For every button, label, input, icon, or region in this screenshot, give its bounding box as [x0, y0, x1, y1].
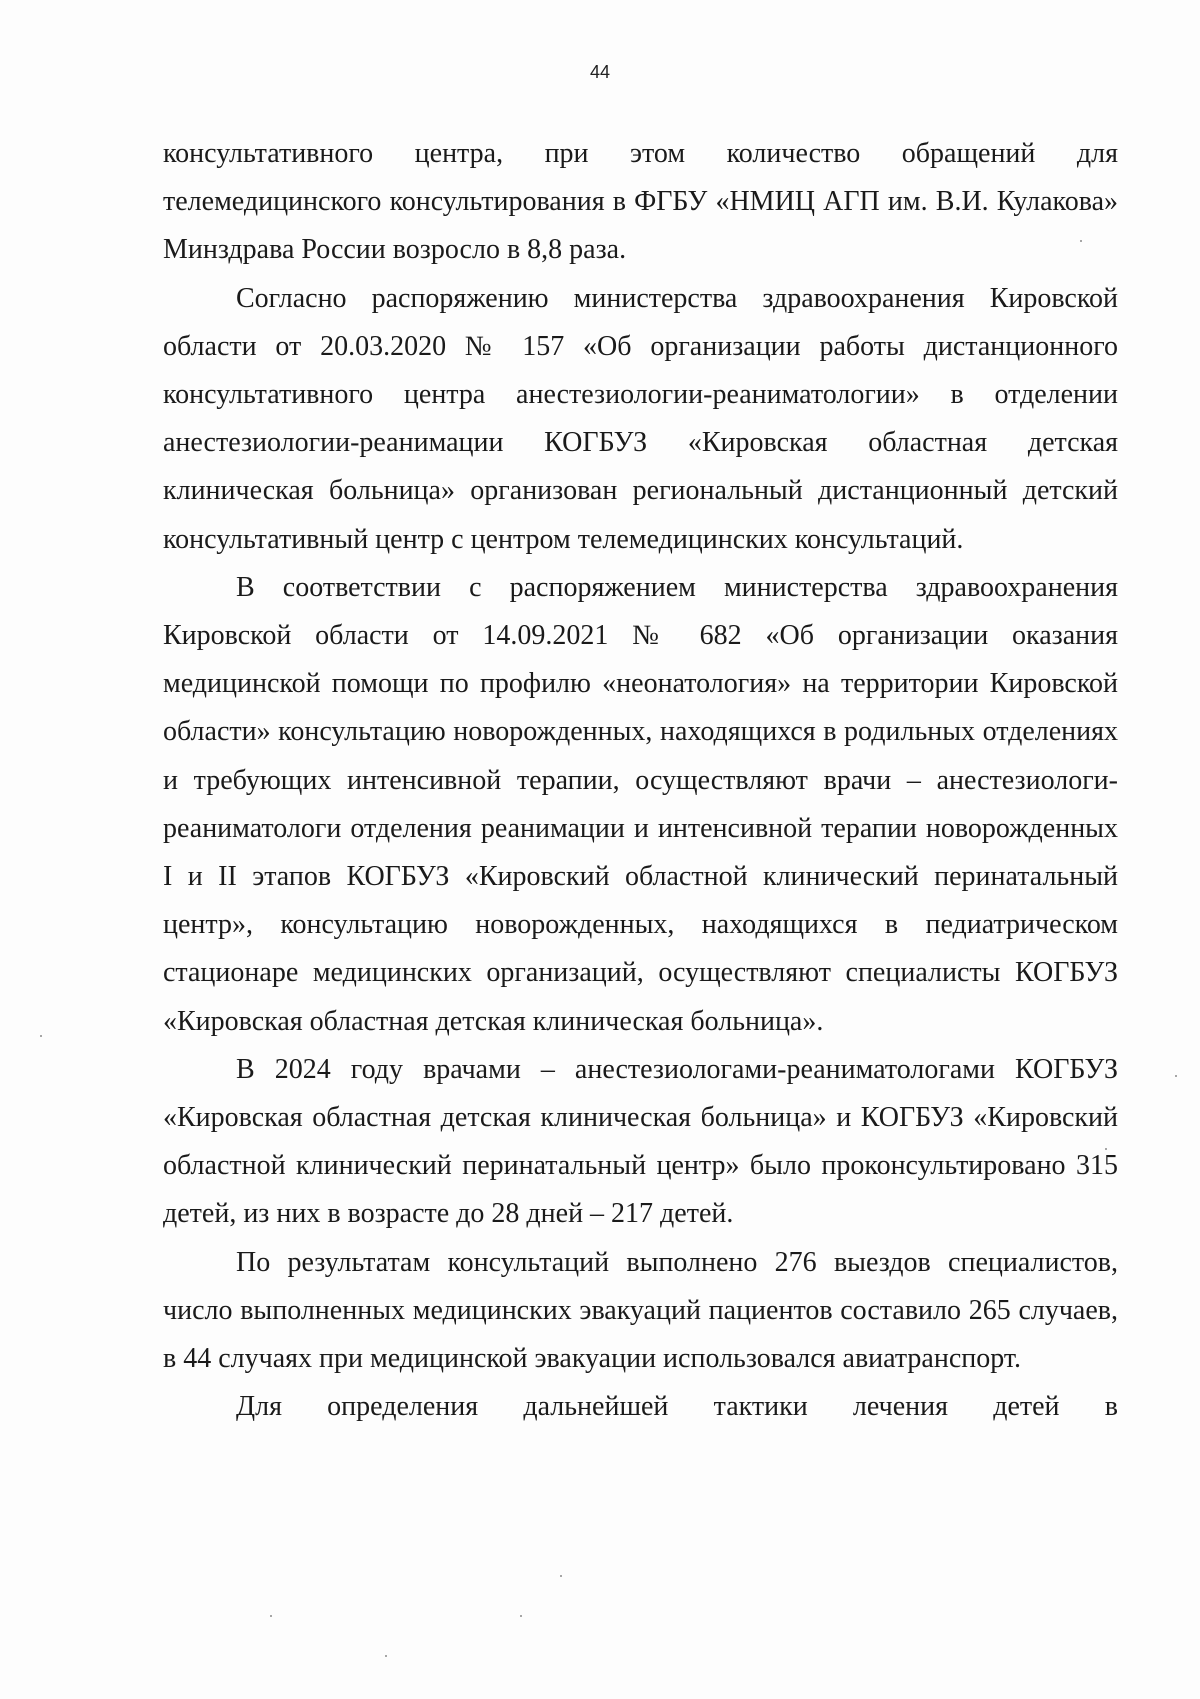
page-number: 44 — [589, 62, 611, 82]
scan-speck — [385, 1655, 387, 1657]
scan-speck — [270, 1615, 272, 1617]
paragraph-tactics: Для определения дальнейшей тактики лечения детей в — [236, 1391, 1118, 1423]
scan-speck — [1105, 1148, 1107, 1150]
paragraph-continuation: консультативного центра, при этом количество обращений для телемедицинского консультирования в ФГБУ «НМИЦ АГП им. В.И. Кулакова» Минздрава России возросло в 8,8 раза. — [163, 138, 1118, 266]
scan-speck — [40, 1035, 42, 1037]
paragraph-order-157: Согласно распоряжению министерства здравоохранения Кировской области от 20.03.2020 № 157 «Об организации работы дистанционного консультативного центра анестезиологии-реаниматологии» в отделении анестезиологии-реанимации КОГБУЗ «Кировская областная детская клиническая больница» организован региональный дистанционный детский консультативный центр с центром телемедицинских консультаций. — [163, 282, 1118, 555]
document-body — [163, 130, 1118, 1431]
paragraph-2024-consultations: В 2024 году врачами – анестезиологами-реаниматологами КОГБУЗ «Кировская областная детская клиническая больница» и КОГБУЗ «Кировский областной клинический перинатальный центр» было проконсультировано 315 детей, из них в возрасте до 28 дней – 217 детей. — [163, 1053, 1118, 1230]
scan-speck — [1080, 240, 1082, 242]
scan-speck — [560, 1575, 562, 1577]
paragraph-results: По результатам консультаций выполнено 276 выездов специалистов, число выполненных медицинских эвакуаций пациентов составило 265 случаев, в 44 случаях при медицинской эвакуации использовался авиатранспорт. — [163, 1246, 1118, 1375]
paragraph-order-682: В соответствии с распоряжением министерства здравоохранения Кировской области от 14.09.2021 № 682 «Об организации оказания медицинской помощи по профилю «неонатология» на территории Кировской области» консультацию новорожденных, находящихся в родильных отделениях и требующих интенсивной терапии, осуществляют врачи – анестезиологи-реаниматологи отделения реанимации и интенсивной терапии новорожденных I и II этапов КОГБУЗ «Кировский областной клинический перинатальный центр», консультацию новорожденных, находящихся в педиатрическом стационаре медицинских организаций, осуществляют специалисты КОГБУЗ «Кировская областная детская клиническая больница». — [163, 571, 1118, 1037]
scan-speck — [520, 1615, 522, 1617]
scan-speck — [1175, 1075, 1177, 1077]
